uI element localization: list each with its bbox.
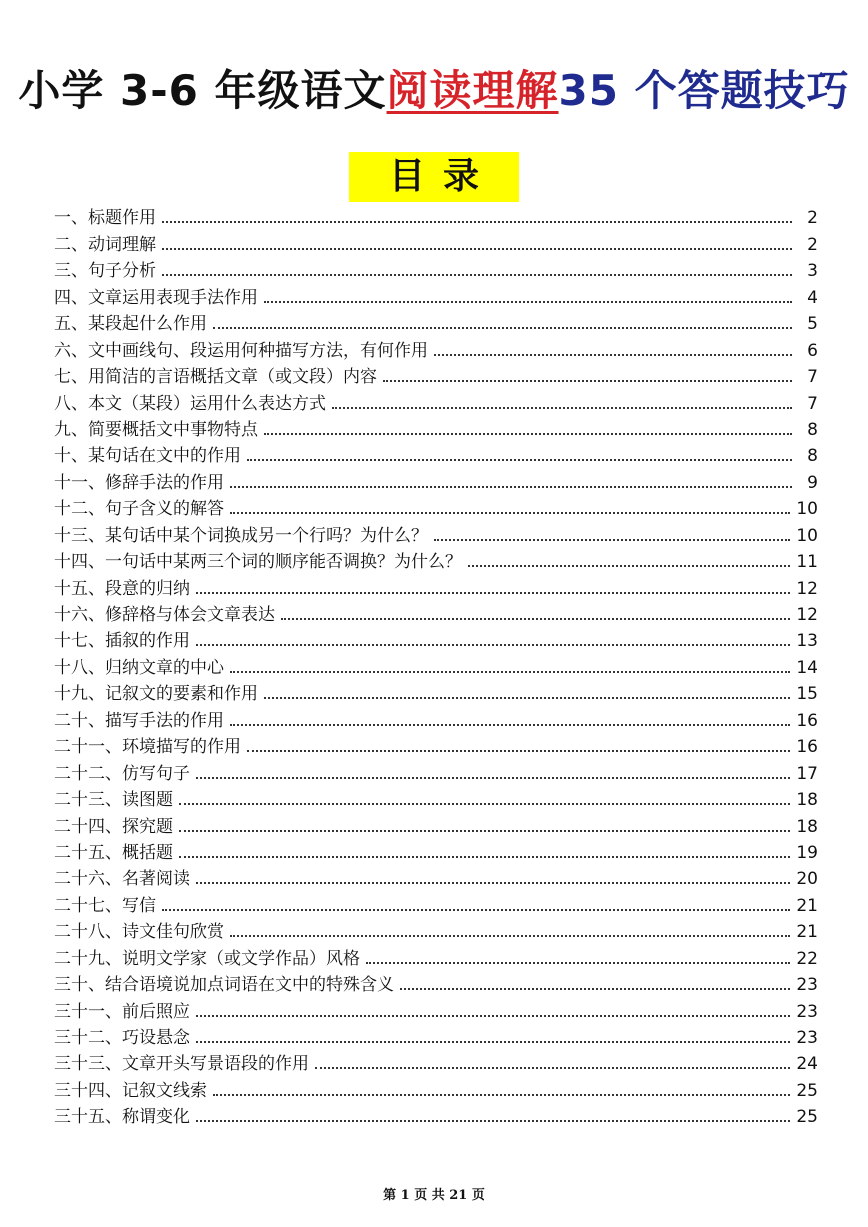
toc-dot-leader xyxy=(179,856,790,858)
toc-entry-label: 二、动词理解 xyxy=(54,234,156,255)
toc-dot-leader xyxy=(315,1067,790,1069)
toc-dot-leader xyxy=(162,274,792,276)
toc-entry[interactable] xyxy=(54,758,818,784)
toc-entry-label: 二十五、概括题 xyxy=(54,842,173,863)
toc-dot-leader xyxy=(196,1120,790,1122)
toc-entry[interactable] xyxy=(54,890,818,916)
toc-entry[interactable] xyxy=(54,705,818,731)
toc-entry-label: 六、文中画线句、段运用何种描写方法，有何作用 xyxy=(54,340,428,361)
toc-dot-leader xyxy=(264,433,792,435)
toc-entry-label: 十七、插叙的作用 xyxy=(54,631,190,652)
toc-dot-leader xyxy=(196,1041,790,1043)
toc-entry-page-number: 10 xyxy=(796,499,818,520)
toc-entry[interactable] xyxy=(54,917,818,943)
toc-entry-label: 十九、记叙文的要素和作用 xyxy=(54,684,258,705)
toc-entry-page-number: 22 xyxy=(796,948,818,969)
toc-entry-label: 四、文章运用表现手法作用 xyxy=(54,287,258,308)
toc-entry-label: 三、句子分析 xyxy=(54,261,156,282)
toc-entry[interactable] xyxy=(54,732,818,758)
title-part-grade: 小学 3-6 年级语文 xyxy=(18,66,387,115)
toc-dot-leader xyxy=(366,962,790,964)
toc-entry-page-number: 9 xyxy=(807,472,818,493)
toc-entry-page-number: 16 xyxy=(796,737,818,758)
toc-entry-label: 二十三、读图题 xyxy=(54,790,173,811)
toc-dot-leader xyxy=(179,803,790,805)
toc-dot-leader xyxy=(281,618,790,620)
toc-entry-page-number: 21 xyxy=(796,895,818,916)
toc-dot-leader xyxy=(213,1094,790,1096)
title-part-tips: 35 个答题技巧 xyxy=(558,66,850,115)
toc-entry-page-number: 11 xyxy=(796,552,818,573)
toc-entry-page-number: 2 xyxy=(807,208,818,229)
toc-dot-leader xyxy=(162,221,792,223)
toc-entry-page-number: 23 xyxy=(796,975,818,996)
toc-dot-leader xyxy=(383,380,792,382)
toc-entry-page-number: 25 xyxy=(796,1080,818,1101)
toc-entry[interactable] xyxy=(54,309,818,335)
toc-entry-label: 三十二、巧设悬念 xyxy=(54,1028,190,1048)
toc-dot-leader xyxy=(213,327,792,329)
toc-dot-leader xyxy=(264,301,792,303)
toc-entry[interactable] xyxy=(54,362,818,388)
toc-heading-wrap xyxy=(0,152,868,202)
toc-dot-leader xyxy=(434,354,792,356)
toc-entry[interactable] xyxy=(54,415,818,441)
toc-entry-page-number: 5 xyxy=(807,314,818,335)
toc-entry-page-number: 23 xyxy=(796,1028,818,1048)
toc-entry[interactable] xyxy=(54,573,818,599)
toc-entry-label: 二十七、写信 xyxy=(54,895,156,916)
toc-dot-leader xyxy=(264,697,790,699)
toc-dot-leader xyxy=(468,565,790,567)
toc-dot-leader xyxy=(230,512,790,514)
toc-entry-page-number: 15 xyxy=(796,684,818,705)
toc-dot-leader xyxy=(196,592,790,594)
toc-entry[interactable] xyxy=(54,335,818,361)
toc-entry[interactable] xyxy=(54,494,818,520)
toc-entry-label: 二十四、探究题 xyxy=(54,816,173,837)
toc-dot-leader xyxy=(196,882,790,884)
toc-entry-page-number: 12 xyxy=(796,605,818,625)
toc-entry[interactable] xyxy=(54,1102,818,1128)
toc-entry-page-number: 12 xyxy=(796,578,818,599)
toc-entry-page-number: 8 xyxy=(807,419,818,440)
toc-entry[interactable] xyxy=(54,282,818,308)
toc-entry[interactable] xyxy=(54,864,818,890)
toc-entry[interactable] xyxy=(54,256,818,282)
toc-entry-label: 九、简要概括文中事物特点 xyxy=(54,419,258,440)
toc-entry-label: 二十一、环境描写的作用 xyxy=(54,737,241,758)
toc-entry[interactable] xyxy=(54,943,818,969)
toc-entry-page-number: 25 xyxy=(796,1107,818,1128)
toc-entry[interactable] xyxy=(54,679,818,705)
title-part-reading: 阅读理解 xyxy=(386,66,559,115)
toc-entry-label: 七、用简洁的言语概括文章（或文段）内容 xyxy=(54,367,377,388)
toc-entry[interactable] xyxy=(54,652,818,678)
toc-entry-page-number: 17 xyxy=(796,763,818,784)
toc-dot-leader xyxy=(196,644,790,646)
toc-entry-page-number: 6 xyxy=(807,340,818,361)
toc-entry-page-number: 14 xyxy=(796,657,818,678)
toc-dot-leader xyxy=(162,909,790,911)
toc-dot-leader xyxy=(400,988,790,990)
toc-entry-page-number: 16 xyxy=(796,710,818,731)
toc-entry-label: 一、标题作用 xyxy=(54,208,156,229)
toc-entry[interactable] xyxy=(54,1049,818,1075)
toc-dot-leader xyxy=(332,407,792,409)
toc-entry-page-number: 18 xyxy=(796,816,818,837)
toc-entry-page-number: 24 xyxy=(796,1054,818,1075)
toc-entry-label: 三十四、记叙文线索 xyxy=(54,1080,207,1101)
toc-entry-page-number: 20 xyxy=(796,869,818,890)
toc-dot-leader xyxy=(162,248,792,250)
toc-dot-leader xyxy=(434,539,790,541)
toc-entry[interactable] xyxy=(54,996,818,1022)
toc-entry-label: 十二、句子含义的解答 xyxy=(54,499,224,520)
toc-entry-page-number: 3 xyxy=(807,261,818,282)
toc-entry-label: 十四、一句话中某两三个词的顺序能否调换？为什么？ xyxy=(54,552,462,573)
toc-entry-label: 十一、修辞手法的作用 xyxy=(54,472,224,493)
toc-entry-page-number: 2 xyxy=(807,234,818,255)
toc-dot-leader xyxy=(196,1015,790,1017)
toc-entry-page-number: 21 xyxy=(796,922,818,943)
toc-entry-label: 三十三、文章开头写景语段的作用 xyxy=(54,1054,309,1075)
toc-entry-label: 三十一、前后照应 xyxy=(54,1001,190,1022)
toc-entry[interactable] xyxy=(54,441,818,467)
toc-entry-label: 十八、归纳文章的中心 xyxy=(54,657,224,678)
toc-entry[interactable] xyxy=(54,838,818,864)
toc-entry[interactable] xyxy=(54,547,818,573)
toc-dot-leader xyxy=(230,935,790,937)
page-footer: 第 1 页 共 21 页 xyxy=(383,1188,485,1203)
toc-entry[interactable] xyxy=(54,600,818,626)
toc-entry-page-number: 18 xyxy=(796,790,818,811)
toc-dot-leader xyxy=(179,830,790,832)
toc-entry-label: 八、本文（某段）运用什么表达方式 xyxy=(54,393,326,414)
toc-entry-label: 二十六、名著阅读 xyxy=(54,869,190,890)
toc-entry[interactable] xyxy=(54,811,818,837)
toc-dot-leader xyxy=(247,750,790,752)
table-of-contents xyxy=(54,203,818,1128)
toc-entry-label: 二十九、说明文学家（或文学作品）风格 xyxy=(54,948,360,969)
toc-entry-label: 三十五、称谓变化 xyxy=(54,1107,190,1128)
toc-entry[interactable] xyxy=(54,1075,818,1101)
toc-entry-page-number: 10 xyxy=(796,525,818,546)
toc-entry[interactable] xyxy=(54,388,818,414)
toc-entry[interactable] xyxy=(54,520,818,546)
toc-entry-label: 十、某句话在文中的作用 xyxy=(54,446,241,467)
toc-entry-label: 十三、某句话中某个词换成另一个行吗？为什么？ xyxy=(54,525,428,546)
toc-entry-label: 五、某段起什么作用 xyxy=(54,314,207,335)
toc-entry[interactable] xyxy=(54,626,818,652)
toc-entry[interactable] xyxy=(54,229,818,255)
toc-entry[interactable] xyxy=(54,467,818,493)
document-title xyxy=(0,62,868,120)
toc-heading: 目录 xyxy=(349,152,519,202)
toc-dot-leader xyxy=(230,486,792,488)
toc-entry-page-number: 8 xyxy=(807,446,818,467)
toc-dot-leader xyxy=(230,671,790,673)
toc-entry[interactable] xyxy=(54,1023,818,1049)
toc-dot-leader xyxy=(196,777,790,779)
toc-entry-page-number: 7 xyxy=(807,367,818,388)
toc-entry-label: 二十八、诗文佳句欣赏 xyxy=(54,922,224,943)
toc-entry[interactable] xyxy=(54,970,818,996)
toc-entry-page-number: 23 xyxy=(796,1001,818,1022)
toc-entry-page-number: 13 xyxy=(796,631,818,652)
toc-entry-label: 二十、描写手法的作用 xyxy=(54,710,224,731)
toc-entry-page-number: 19 xyxy=(796,842,818,863)
toc-entry-label: 三十、结合语境说加点词语在文中的特殊含义 xyxy=(54,975,394,996)
toc-entry-label: 十五、段意的归纳 xyxy=(54,578,190,599)
toc-entry-label: 十六、修辞格与体会文章表达 xyxy=(54,605,275,625)
toc-entry[interactable] xyxy=(54,203,818,229)
toc-entry-page-number: 4 xyxy=(807,287,818,308)
toc-entry[interactable] xyxy=(54,785,818,811)
toc-dot-leader xyxy=(247,459,792,461)
toc-entry-label: 二十二、仿写句子 xyxy=(54,763,190,784)
toc-dot-leader xyxy=(230,724,790,726)
toc-entry-page-number: 7 xyxy=(807,393,818,414)
